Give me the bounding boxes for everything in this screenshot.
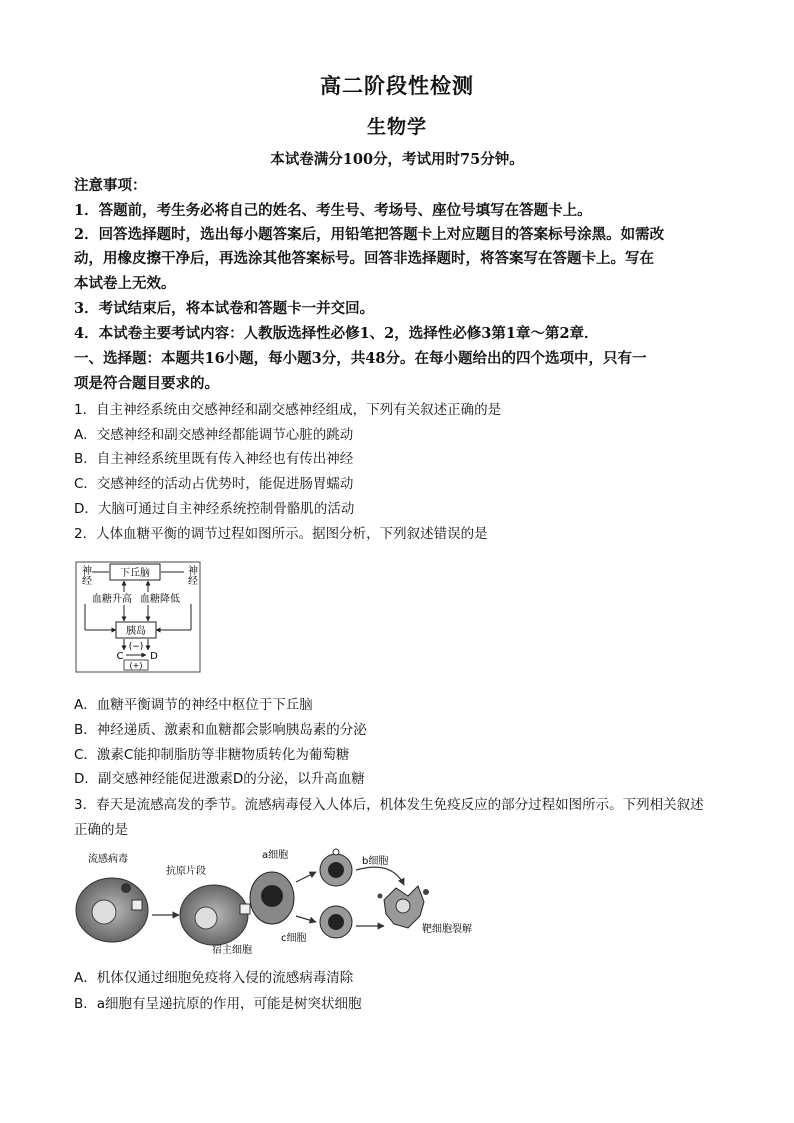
virus-label: 流感病毒: [88, 854, 128, 865]
virus-icon: [121, 883, 131, 893]
question-1-option-c: C．交感神经的活动占优势时，能促进肠胃蠕动: [74, 476, 354, 492]
question-2-option-d: D．副交感神经能促进激素D的分泌，以升高血糖: [74, 771, 365, 787]
nerve-left-label: 神经: [79, 565, 91, 585]
glucose-down-label: 血糖降低: [140, 594, 180, 605]
nerve-right-label: 神经: [185, 565, 197, 585]
glucose-regulation-diagram: [74, 560, 204, 675]
b-cell-label: b细胞: [362, 856, 389, 867]
question-2-option-c: C．激素C能抑制脂肪等非糖物质转化为葡萄糖: [74, 747, 350, 763]
question-3-stem: 3．春天是流感高发的季节。流感病毒侵入人体后，机体发生免疫反应的部分过程如图所示。下列相关叙述: [74, 797, 704, 813]
a-cell-label: a细胞: [262, 850, 289, 861]
note-line: 2．回答选择题时，选出每小题答案后，用铅笔把答题卡上对应题目的答案标号涂黑。如需改: [74, 226, 665, 243]
section-heading: 一、选择题：本题共16小题，每小题3分，共48分。在每小题给出的四个选项中，只有一: [74, 350, 647, 367]
notes-heading: 注意事项：: [74, 177, 147, 194]
c-cell-label: c细胞: [281, 933, 307, 944]
question-3-option-a: A．机体仅通过细胞免疫将入侵的流感病毒清除: [74, 970, 354, 986]
question-3-stem-cont: 正确的是: [74, 822, 128, 838]
immune-response-diagram: [74, 840, 472, 960]
section-heading-cont: 项是符合题目要求的。: [74, 375, 219, 392]
minus-label: (−): [128, 642, 144, 652]
question-1-option-a: A．交感神经和副交感神经都能调节心脏的跳动: [74, 427, 354, 443]
question-1-option-d: D．大脑可通过自主神经系统控制骨骼肌的活动: [74, 501, 355, 517]
antigen-icon: [132, 900, 142, 910]
exam-title: 高二阶段性检测: [320, 73, 474, 98]
hormone-d-label: D: [150, 651, 158, 662]
host-cell-label: 宿主细胞: [212, 945, 252, 956]
note-line: 4．本试卷主要考试内容：人教版选择性必修1、2，选择性必修3第1章～第2章．: [74, 325, 599, 342]
hypothalamus-label: 下丘脑: [120, 568, 150, 579]
islet-label: 胰岛: [126, 626, 146, 637]
note-line: 本试卷上无效。: [74, 275, 176, 292]
question-2-option-b: B．神经递质、激素和血糖都会影响胰岛素的分泌: [74, 722, 367, 738]
note-line: 3．考试结束后，将本试卷和答题卡一并交回。: [74, 300, 375, 317]
question-2-stem: 2．人体血糖平衡的调节过程如图所示。据图分析，下列叙述错误的是: [74, 526, 488, 542]
antigen-label: 抗原片段: [166, 866, 206, 877]
glucose-up-label: 血糖升高: [92, 594, 132, 605]
question-2-option-a: A．血糖平衡调节的神经中枢位于下丘脑: [74, 697, 313, 713]
score-info: 本试卷满分100分，考试用时75分钟。: [270, 151, 524, 168]
note-line: 1．答题前，考生务必将自己的姓名、考生号、考场号、座位号填写在答题卡上。: [74, 202, 592, 219]
note-line: 动，用橡皮擦干净后，再选涂其他答案标号。回答非选择题时，将答案写在答题卡上。写在: [74, 250, 654, 267]
question-1-option-b: B．自主神经系统里既有传入神经也有传出神经: [74, 451, 354, 467]
target-lysis-label: 靶细胞裂解: [422, 924, 472, 935]
question-3-option-b: B．a细胞有呈递抗原的作用，可能是树突状细胞: [74, 996, 362, 1012]
subject-title: 生物学: [366, 116, 427, 138]
plus-label: (+): [129, 661, 143, 670]
question-1-stem: 1．自主神经系统由交感神经和副交感神经组成，下列有关叙述正确的是: [74, 402, 502, 418]
hormone-c-label: C: [116, 651, 124, 662]
